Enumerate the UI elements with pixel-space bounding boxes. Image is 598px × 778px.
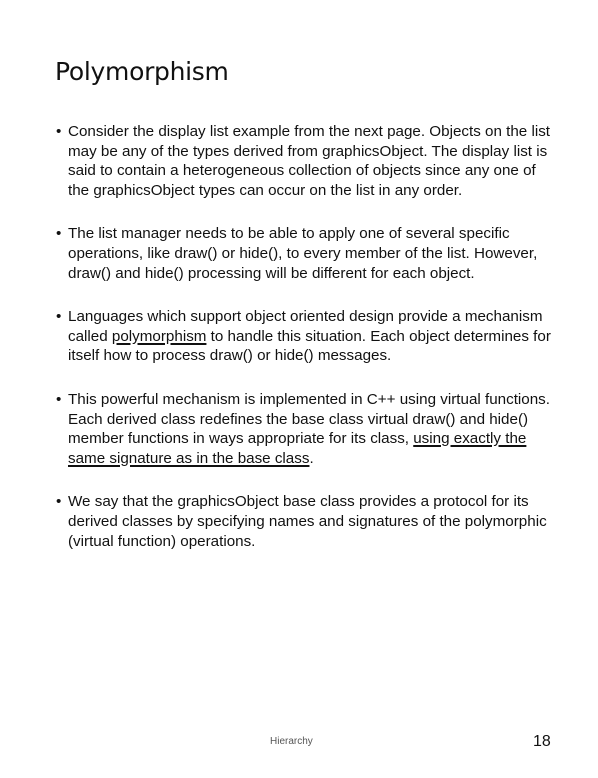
bullet-text: The list manager needs to be able to apply one of several specific operations, like draw() or hide(), to every member of the list. However, draw() and hide() processing will be different for each object. <box>68 225 538 282</box>
bullet-item-5 <box>56 492 556 551</box>
bullet-marker: • <box>56 493 62 511</box>
bullet-text-before: Languages which support object oriented design provide a mechanism called <box>68 308 543 345</box>
bullet-text-after: to handle this situation. Each object determines for itself how to process draw() or hide() messages. <box>68 327 551 365</box>
underlined-phrase: using exactly the same signature as in the base class <box>68 430 527 467</box>
bullet-text-after: . <box>309 449 314 467</box>
bullet-item-1 <box>56 122 556 200</box>
underlined-term: polymorphism <box>111 327 207 345</box>
bullet-item-4 <box>56 390 556 468</box>
bullet-marker: • <box>56 123 62 140</box>
footer-label: Hierarchy <box>270 736 313 747</box>
page-number: 18 <box>533 733 551 750</box>
bullet-text: Consider the display list example from the next page. Objects on the list may be any of the types derived from graphicsObject. The display list is said to contain a heterogeneous collection of objects since any one of the graphicsObject types can occur on the list in any order. <box>68 123 551 199</box>
bullet-text-before: This powerful mechanism is implemented in C++ using virtual functions. Each derived class redefines the base class virtual draw() and hide() member functions in ways appropriate for its class, <box>68 390 550 448</box>
bullet-item-2 <box>56 224 556 283</box>
bullet-marker: • <box>56 390 62 408</box>
bullet-marker: • <box>56 308 62 326</box>
bullet-text: We say that the graphicsObject base class provides a protocol for its derived classes by specifying names and signatures of the polymorphic (virtual function) operations. <box>68 493 547 550</box>
bullet-item-3 <box>56 307 556 366</box>
page-title: Polymorphism <box>55 57 229 86</box>
bullet-marker: • <box>56 225 62 243</box>
bullet-list <box>56 122 556 575</box>
